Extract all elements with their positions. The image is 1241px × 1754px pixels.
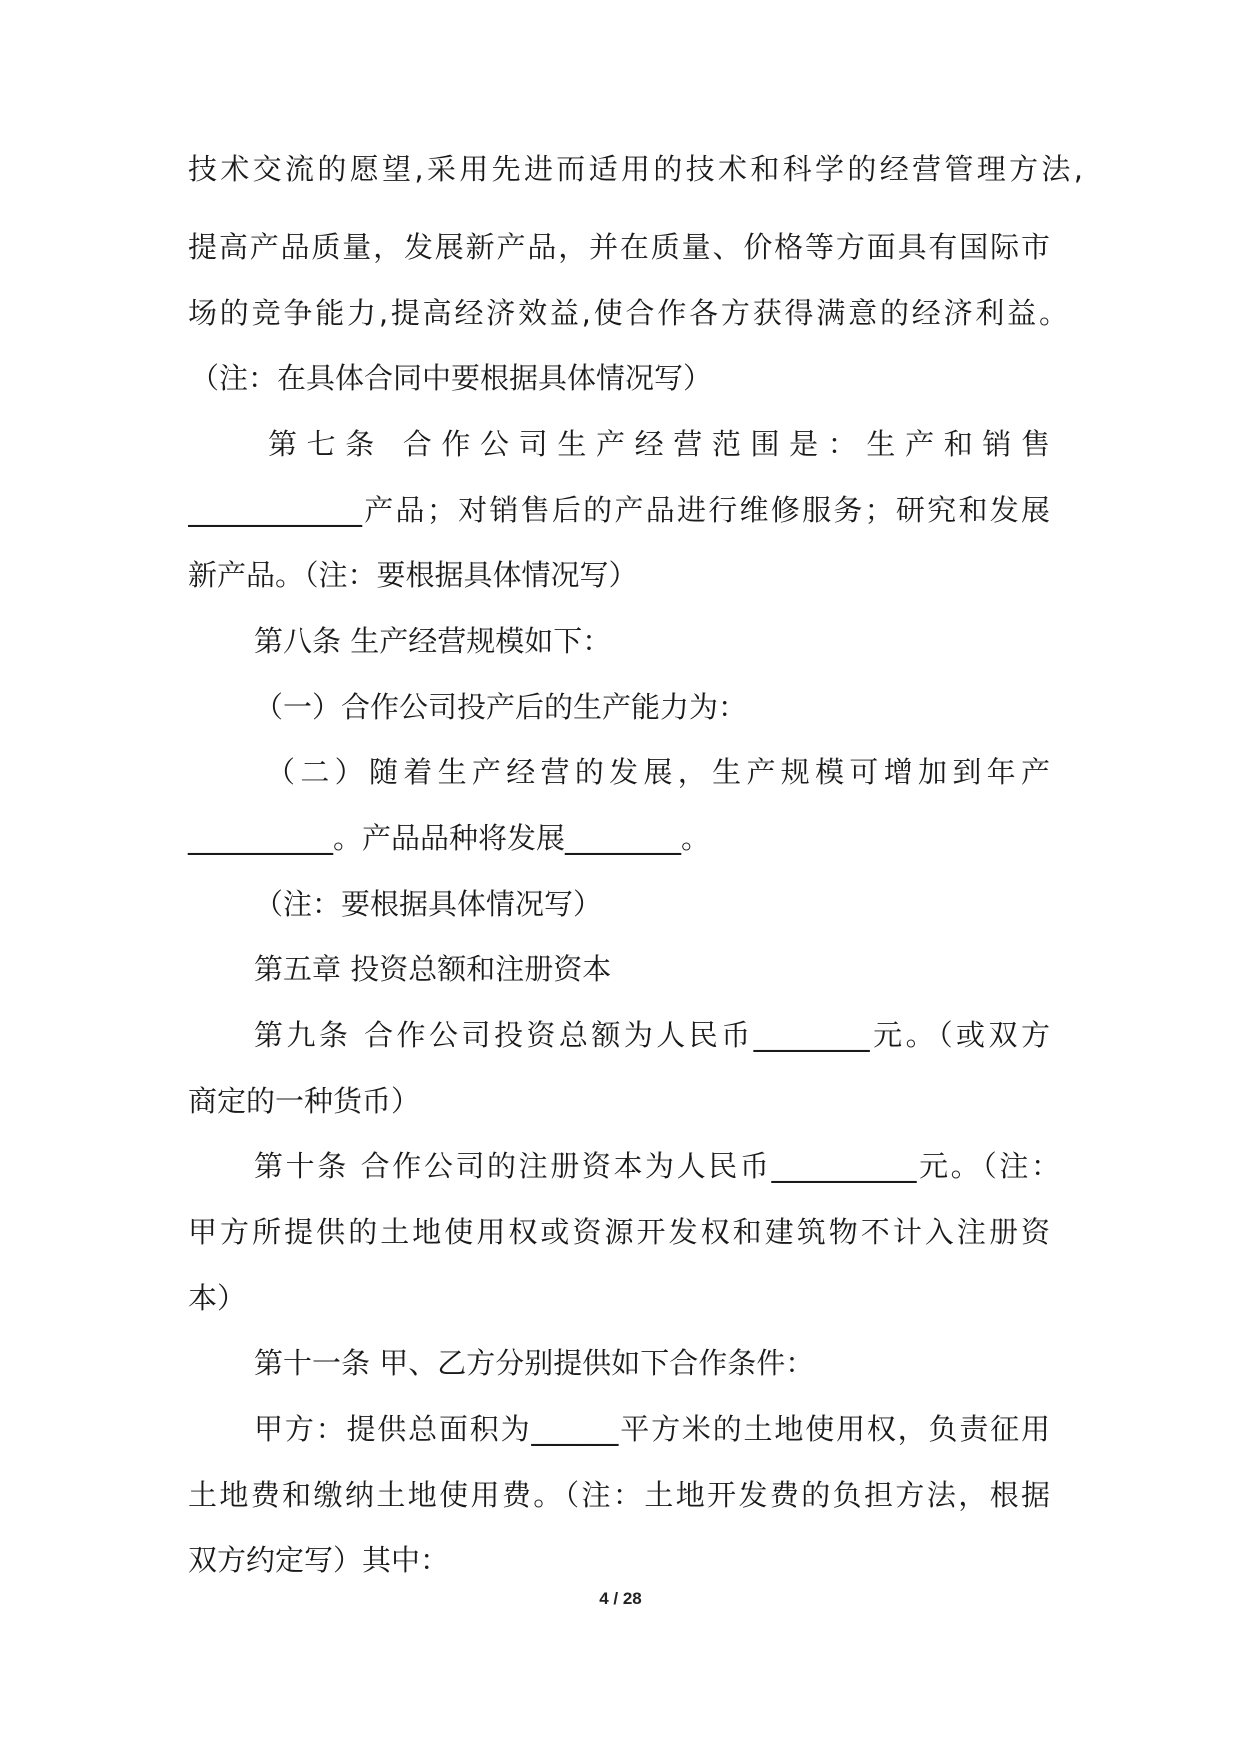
paragraph-line: ____________产品；对销售后的产品进行维修服务；研究和发展 [188,493,1050,527]
paragraph-line: 技术交流的愿望,采用先进而适用的技术和科学的经营管理方法, [188,152,1083,186]
paragraph-line: 本） [188,1281,247,1315]
paragraph-line: （注：要根据具体情况写） [254,887,603,921]
paragraph-line: 甲方：提供总面积为______平方米的土地使用权，负责征用 [254,1412,1050,1446]
paragraph-line: 场的竞争能力,提高经济效益,使合作各方获得满意的经济利益。 [188,296,1068,330]
paragraph-line: 商定的一种货币） [188,1084,421,1118]
paragraph-line: （注：在具体合同中要根据具体情况写） [190,361,713,395]
paragraph-line: 第十条 合作公司的注册资本为人民币__________元。（注： [254,1149,1060,1183]
paragraph-line: 土地费和缴纳土地使用费。（注：土地开发费的负担方法，根据 [188,1478,1050,1512]
section-heading: 第五章 投资总额和注册资本 [254,952,612,986]
paragraph-line: 第七条 合作公司生产经营范围是：生产和销售 [268,427,1050,461]
paragraph-line: 双方约定写）其中： [188,1543,450,1577]
paragraph-line: （一）合作公司投产后的生产能力为： [254,690,748,724]
page-number: 4 / 28 [599,1589,642,1608]
paragraph-line: 提高产品质量，发展新产品，并在质量、价格等方面具有国际市 [188,230,1050,264]
paragraph-line: 第八条 生产经营规模如下： [254,624,612,658]
paragraph-line: 新产品。（注：要根据具体情况写） [188,558,638,592]
paragraph-line: 甲方所提供的土地使用权或资源开发权和建筑物不计入注册资 [188,1215,1050,1249]
paragraph-line: 第十一条 甲、乙方分别提供如下合作条件： [254,1346,815,1380]
paragraph-line: （二）随着生产经营的发展，生产规模可增加到年产 [266,755,1050,789]
paragraph-line: __________。产品品种将发展________。 [188,821,711,855]
paragraph-line: 第九条 合作公司投资总额为人民币________元。（或双方 [254,1018,1050,1052]
